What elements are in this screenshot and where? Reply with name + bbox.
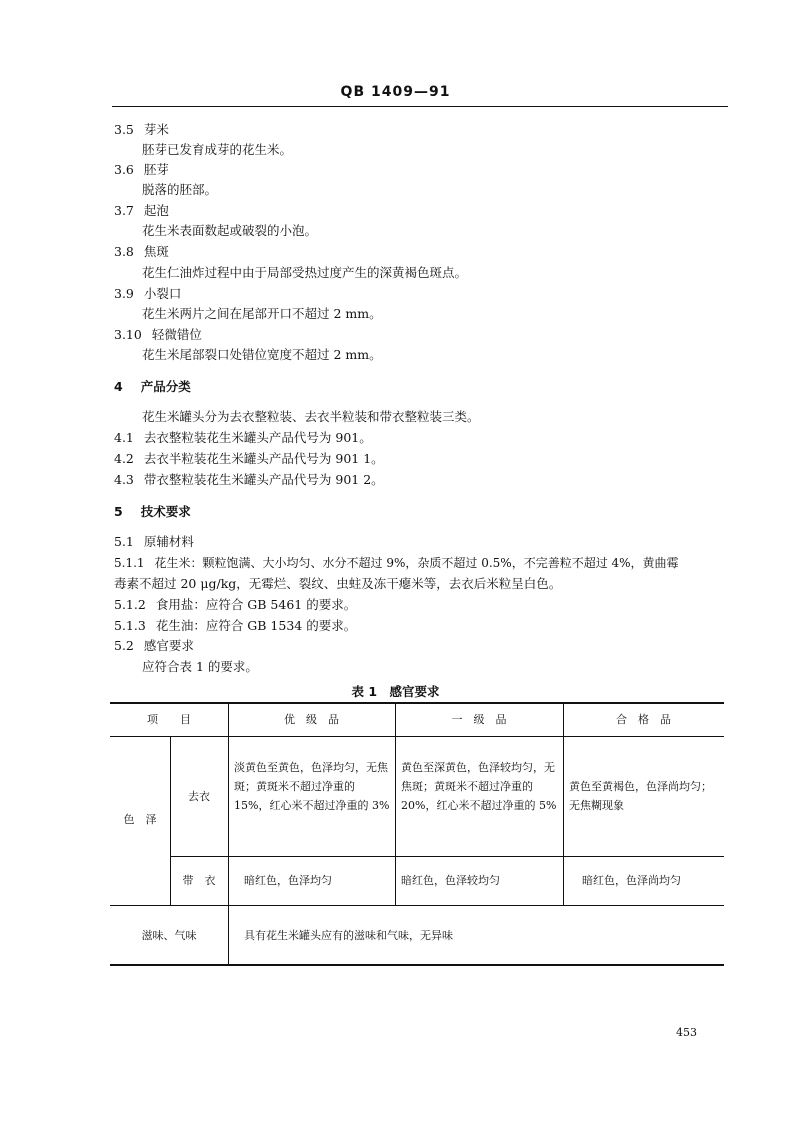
section-3-9: 3.9 小裂口 bbox=[114, 286, 182, 301]
section-4-3: 4.3 带衣整粒装花生米罐头产品代号为 901 2。 bbox=[114, 472, 384, 487]
section-3-9-text: 花生米两片之间在尾部开口不超过 2 mm。 bbox=[142, 306, 382, 321]
section-4-1: 4.1 去衣整粒装花生米罐头产品代号为 901。 bbox=[114, 430, 372, 445]
section-3-10-text: 花生米尾部裂口处错位宽度不超过 2 mm。 bbox=[142, 347, 382, 362]
cell-peeled-grade1: 淡黄色至黄色，色泽均匀，无焦斑；黄斑米不超过净重的 15%，红心米不超过净重的 3% bbox=[234, 761, 390, 812]
section-5-1: 5.1 原辅材料 bbox=[114, 534, 194, 549]
section-3-8-text: 花生仁油炸过程中由于局部受热过度产生的深黄褐色斑点。 bbox=[142, 265, 468, 280]
cell-with-skin-grade1: 暗红色，色泽均匀 bbox=[244, 874, 332, 887]
section-3-8: 3.8 焦斑 bbox=[114, 244, 169, 259]
section-3-7: 3.7 起泡 bbox=[114, 203, 169, 218]
header-rule bbox=[112, 106, 728, 107]
cell-peeled-grade3: 黄色至黄褐色，色泽尚均匀；无焦糊现象 bbox=[569, 780, 712, 812]
section-5-1-2: 5.1.2 食用盐：应符合 GB 5461 的要求。 bbox=[114, 597, 357, 612]
table-header-rule bbox=[110, 736, 724, 737]
section-4-heading: 4 产品分类 bbox=[114, 379, 191, 394]
header-grade3: 合 格 品 bbox=[616, 713, 671, 726]
section-3-6: 3.6 胚芽 bbox=[114, 162, 169, 177]
section-5-1-1: 5.1.1 花生米：颗粒饱满、大小均匀、水分不超过 9%，杂质不超过 0.5%，不完善粒不超过 4%，黄曲霉 bbox=[114, 556, 679, 570]
row-label-peeled: 去衣 bbox=[188, 790, 210, 803]
section-3-6-text: 脱落的胚部。 bbox=[142, 182, 218, 197]
row-label-taste: 滋味、气味 bbox=[141, 929, 197, 942]
table-row-rule bbox=[110, 905, 724, 906]
section-3-7-text: 花生米表面数起或破裂的小泡。 bbox=[142, 223, 318, 238]
header-item: 项 目 bbox=[147, 713, 191, 726]
section-5-2-text: 应符合表 1 的要求。 bbox=[142, 659, 258, 674]
table-top-rule bbox=[110, 702, 724, 704]
table-col-rule bbox=[563, 703, 564, 905]
section-4-2: 4.2 去衣半粒装花生米罐头产品代号为 901 1。 bbox=[114, 451, 384, 466]
page-number: 453 bbox=[676, 1026, 697, 1039]
section-3-10: 3.10 轻微错位 bbox=[114, 327, 202, 342]
section-5-1-3: 5.1.3 花生油：应符合 GB 1534 的要求。 bbox=[114, 618, 357, 633]
section-5-1-1-cont: 毒素不超过 20 μg/kg，无霉烂、裂纹、虫蛀及冻干瘪米等，去衣后米粒呈白色。 bbox=[114, 576, 562, 591]
row-label-with-skin: 带 衣 bbox=[182, 874, 216, 887]
standard-code: QB 1409—91 bbox=[340, 84, 451, 100]
section-4-text: 花生米罐头分为去衣整粒装、去衣半粒装和带衣整粒装三类。 bbox=[142, 409, 480, 424]
section-5-2: 5.2 感官要求 bbox=[114, 638, 194, 653]
section-3-5: 3.5 芽米 bbox=[114, 122, 169, 137]
header-grade1: 优 级 品 bbox=[284, 713, 339, 726]
header-grade2: 一 级 品 bbox=[451, 713, 507, 726]
cell-peeled-grade2: 黄色至深黄色，色泽较均匀，无焦斑；黄斑米不超过净重的 20%，红心米不超过净重的 5% bbox=[401, 761, 557, 812]
row-label-color: 色 泽 bbox=[123, 813, 157, 826]
section-5-heading: 5 技术要求 bbox=[114, 504, 191, 519]
cell-taste-value: 具有花生米罐头应有的滋味和气味，无异味 bbox=[244, 929, 453, 942]
table-col-rule bbox=[395, 703, 396, 905]
table-col-rule bbox=[228, 703, 229, 964]
cell-with-skin-grade2: 暗红色，色泽较均匀 bbox=[401, 874, 500, 887]
section-3-5-text: 胚芽已发育成芽的花生米。 bbox=[142, 142, 293, 157]
table-bottom-rule bbox=[110, 964, 724, 966]
cell-with-skin-grade3: 暗红色，色泽尚均匀 bbox=[582, 874, 681, 887]
table-caption: 表 1 感官要求 bbox=[351, 684, 440, 699]
table-row-rule bbox=[170, 856, 724, 857]
